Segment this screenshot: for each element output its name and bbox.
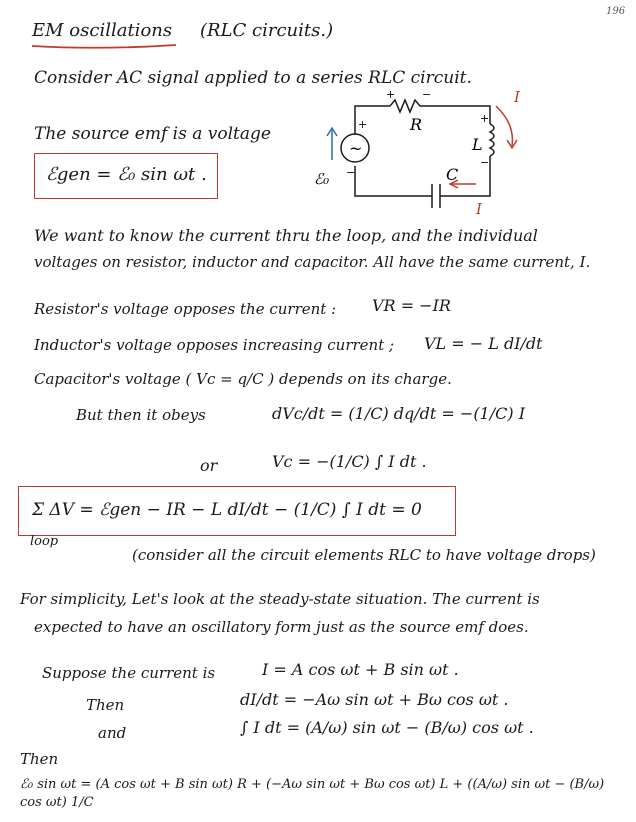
source-equation: ℰgen = ℰ₀ sin ωt .: [46, 164, 207, 185]
loop-label: loop: [30, 534, 59, 549]
then-equation: dI/dt = −Aω sin ωt + Bω cos ωt .: [240, 690, 509, 709]
page-number: 196: [606, 6, 626, 17]
intro-text: Consider AC signal applied to a series RLC circuit.: [34, 68, 472, 88]
and-text: and: [98, 724, 127, 742]
obeys-text: But then it obeys: [76, 406, 206, 424]
inductor-label: L: [472, 135, 483, 154]
capacitor-text: Capacitor's voltage ( Vc = q/C ) depends on its charge.: [34, 370, 452, 388]
circuit-wire: [355, 166, 432, 196]
or-text: or: [200, 456, 218, 475]
suppose-text: Suppose the current is: [42, 664, 216, 682]
resistor-label: R: [410, 115, 423, 134]
current-label-right: I: [514, 88, 520, 106]
loop-equation: Σ ΔV = ℰgen − IR − L dI/dt − (1/C) ∫ I dt = 0: [32, 500, 422, 520]
resistor-zigzag: [390, 100, 420, 112]
minus-sign: −: [480, 156, 490, 169]
resistor-equation: VR = −IR: [372, 296, 451, 315]
obeys-equation: dVc/dt = (1/C) dq/dt = −(1/C) I: [272, 404, 526, 423]
then2-text: Then: [20, 750, 59, 768]
want-text-line1: We want to know the current thru the loop, and the individual: [34, 226, 538, 245]
then-text: Then: [86, 696, 125, 714]
final-equation: ℰ₀ sin ωt = (A cos ωt + B sin ωt) R + (−Aω sin ωt + Bω cos ωt) L + ((A/ω) sin ωt − (B/ω) cos ωt) 1/C: [20, 777, 605, 810]
consider-text: (consider all the circuit elements RLC to have voltage drops): [132, 546, 596, 564]
rlc-circuit-diagram: [300, 84, 530, 224]
title-underline: [30, 42, 180, 50]
or-equation: Vc = −(1/C) ∫ I dt .: [272, 452, 427, 471]
ac-source-symbol: ~: [349, 139, 363, 158]
inductor-text: Inductor's voltage opposes increasing current ;: [34, 336, 395, 354]
minus-sign: −: [422, 88, 432, 101]
want-text-line2: voltages on resistor, inductor and capacitor. All have the same current, I.: [34, 253, 591, 271]
source-text: The source emf is a voltage: [34, 124, 271, 144]
page-title: EM oscillations: [32, 20, 173, 41]
inductor-coil: [490, 124, 494, 156]
simplicity-text-line1: For simplicity, Let's look at the steady-state situation. The current is: [20, 590, 540, 608]
simplicity-text-line2: expected to have an oscillatory form just as the source emf does.: [34, 618, 529, 636]
emf-label: ℰ₀: [314, 170, 330, 188]
current-label-bottom: I: [476, 200, 482, 218]
minus-sign: −: [346, 166, 356, 179]
plus-sign: +: [480, 112, 490, 125]
plus-sign: +: [358, 118, 368, 131]
current-arrow-right: [496, 106, 512, 146]
page-subtitle: (RLC circuits.): [200, 20, 334, 41]
and-equation: ∫ I dt = (A/ω) sin ωt − (B/ω) cos ωt .: [240, 718, 534, 737]
suppose-equation: I = A cos ωt + B sin ωt .: [262, 660, 459, 679]
plus-sign: +: [386, 88, 396, 101]
capacitor-label: C: [446, 165, 459, 184]
inductor-equation: VL = − L dI/dt: [424, 334, 543, 353]
resistor-text: Resistor's voltage opposes the current :: [34, 300, 337, 318]
